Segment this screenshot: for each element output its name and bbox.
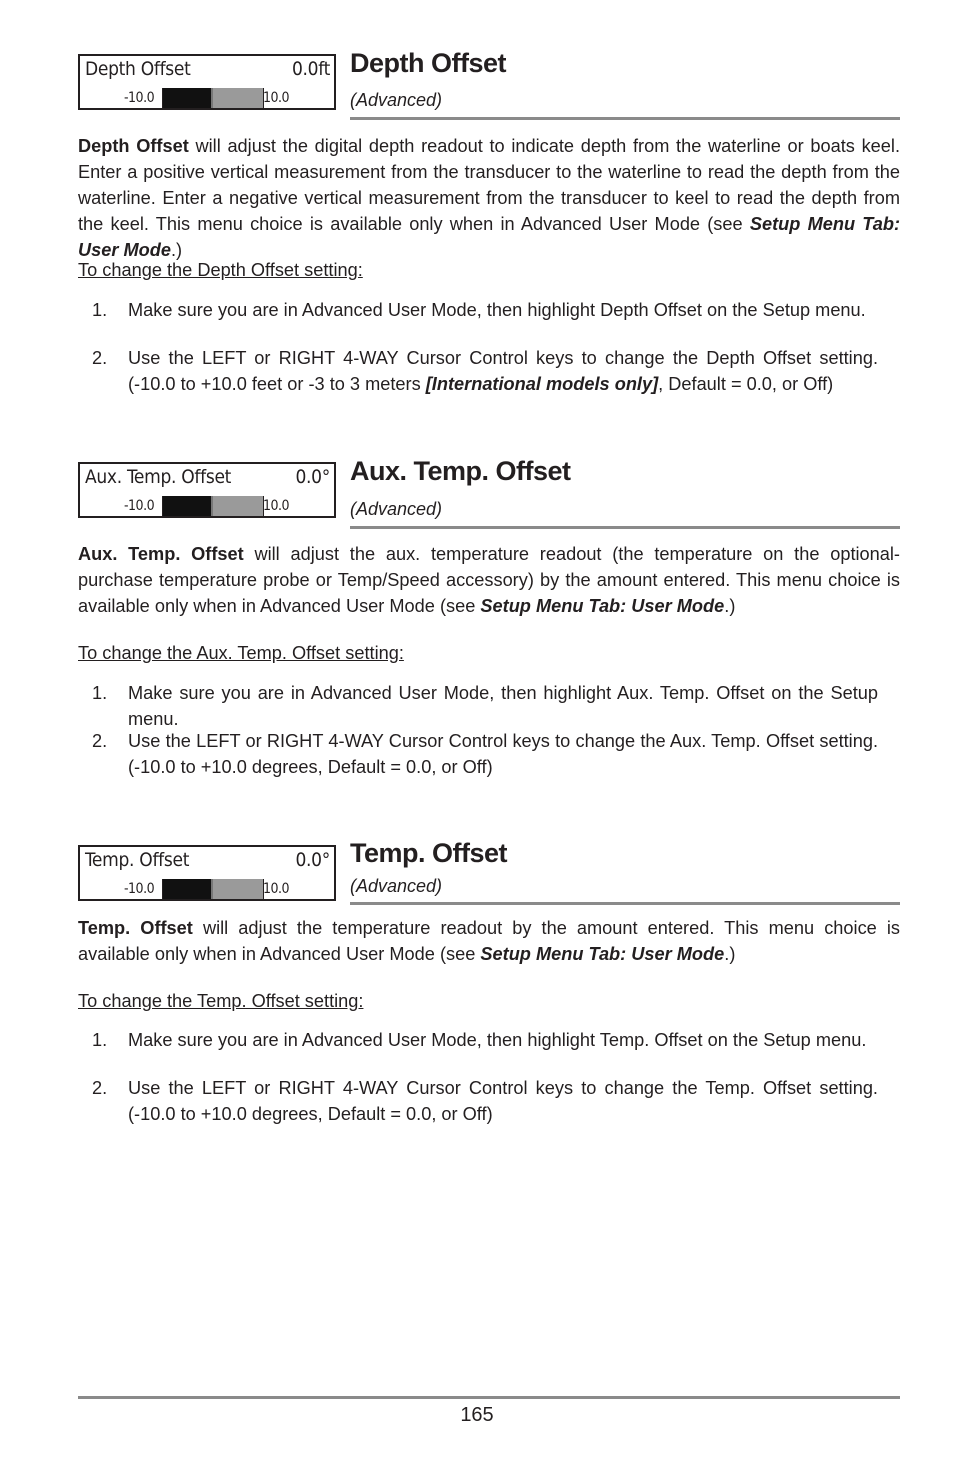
step-text-content: Use the LEFT or RIGHT 4-WAY Cursor Control keys to change the Aux. Temp. Offset setting. (-10.0 to +10.0 degrees, Default = 0.0, or Off) <box>128 731 878 777</box>
step-number: 1. <box>92 300 108 320</box>
widget-title: Aux. Temp. Offset <box>85 466 232 488</box>
description-end: .) <box>170 240 183 260</box>
step-text-after: , Default = 0.0, or Off) <box>658 374 834 394</box>
step-number: 2. <box>92 348 108 368</box>
cross-reference: Setup Menu Tab: User Mode <box>480 596 725 616</box>
section-subheading: (Advanced) <box>350 90 443 110</box>
widget-max-label: 10.0 <box>263 881 290 897</box>
step-number: 2. <box>92 1078 108 1098</box>
widget-title: Temp. Offset <box>85 849 190 871</box>
widget-min-label: -10.0 <box>124 90 155 106</box>
step-number: 1. <box>92 1030 108 1050</box>
cross-reference: Setup Menu Tab: User Mode <box>480 944 725 964</box>
offset-slider-fill <box>163 496 213 516</box>
heading-rule <box>350 902 900 905</box>
widget-value: 0.0° <box>295 466 330 488</box>
widget-min-label: -10.0 <box>124 498 155 514</box>
description-text: will adjust the aux. temperature readout (the temperature on the optional-purchase temperature probe or Temp/Speed accessory) by the amount entered. This menu choice is available only when in Advanced User Mode (see <box>78 544 900 616</box>
change-setting-heading: To change the Aux. Temp. Offset setting: <box>78 643 404 663</box>
step-number: 2. <box>92 731 108 751</box>
step-text-content: Use the LEFT or RIGHT 4-WAY Cursor Control keys to change the Temp. Offset setting. (-10.0 to +10.0 degrees, Default = 0.0, or Off) <box>128 1078 878 1124</box>
description-text: will adjust the temperature readout by the amount entered. This menu choice is available only when in Advanced User Mode (see <box>78 918 901 964</box>
description-paragraph <box>78 915 900 967</box>
offset-slider-center-mark <box>211 88 213 108</box>
step-text <box>128 1027 878 1053</box>
step-text-content: Make sure you are in Advanced User Mode, then highlight Depth Offset on the Setup menu. <box>128 300 866 320</box>
section-subheading: (Advanced) <box>350 499 443 519</box>
widget-max-label: 10.0 <box>263 90 290 106</box>
description-end: .) <box>724 944 736 964</box>
widget-max-label: 10.0 <box>263 498 290 514</box>
step-text <box>128 297 878 323</box>
step-number: 1. <box>92 683 108 703</box>
cross-reference: [International models only] <box>425 374 659 394</box>
widget-title: Depth Offset <box>85 58 191 80</box>
widget-min-label: -10.0 <box>124 881 155 897</box>
step-text-content: Make sure you are in Advanced User Mode, then highlight Aux. Temp. Offset on the Setup menu. <box>128 683 878 729</box>
description-term: Temp. Offset <box>78 918 193 938</box>
description-end: .) <box>724 596 736 616</box>
offset-slider-bar <box>162 88 264 108</box>
description-text: will adjust the digital depth readout to indicate depth from the waterline or boats keel. Enter a positive vertical measurement from the transducer to the waterline to read the depth from the waterline. Enter a negative vertical measurement from the transducer to keel to read the depth from the keel. This menu choice is available only when in Advanced User Mode (see <box>78 136 901 234</box>
cross-reference: Setup Menu Tab: User Mode <box>78 214 901 260</box>
step-text <box>128 728 878 780</box>
change-setting-heading: To change the Depth Offset setting: <box>78 260 363 280</box>
offset-slider-bar <box>162 879 264 899</box>
offset-slider-center-mark <box>211 879 213 899</box>
step-text-content: Use the LEFT or RIGHT 4-WAY Cursor Control keys to change the Depth Offset setting. (-10.0 to +10.0 feet or -3 to 3 meters <box>128 348 878 394</box>
description-term: Aux. Temp. Offset <box>78 544 244 564</box>
widget-value: 0.0° <box>295 849 330 871</box>
offset-slider-bar <box>162 496 264 516</box>
step-text-content: Make sure you are in Advanced User Mode, then highlight Temp. Offset on the Setup menu. <box>128 1030 867 1050</box>
section-heading: Depth Offset <box>350 48 506 78</box>
description-paragraph <box>78 133 900 263</box>
description-paragraph <box>78 541 900 619</box>
step-text <box>128 345 878 397</box>
step-text <box>128 1075 878 1127</box>
step-text <box>128 680 878 732</box>
section-subheading: (Advanced) <box>350 876 443 896</box>
heading-rule <box>350 117 900 120</box>
offset-slider-fill <box>163 879 213 899</box>
page-number: 165 <box>460 1404 494 1426</box>
offset-slider-center-mark <box>211 496 213 516</box>
widget-value: 0.0ft <box>291 58 330 80</box>
heading-rule <box>350 526 900 529</box>
section-heading: Aux. Temp. Offset <box>350 456 571 486</box>
aux-temp-offset-menu-widget <box>78 462 336 518</box>
temp-offset-menu-widget <box>78 845 336 901</box>
description-term: Depth Offset <box>78 136 189 156</box>
section-heading: Temp. Offset <box>350 838 508 868</box>
offset-slider-fill <box>163 88 213 108</box>
depth-offset-menu-widget <box>78 54 336 110</box>
change-setting-heading: To change the Temp. Offset setting: <box>78 991 364 1011</box>
footer-rule <box>78 1396 900 1399</box>
